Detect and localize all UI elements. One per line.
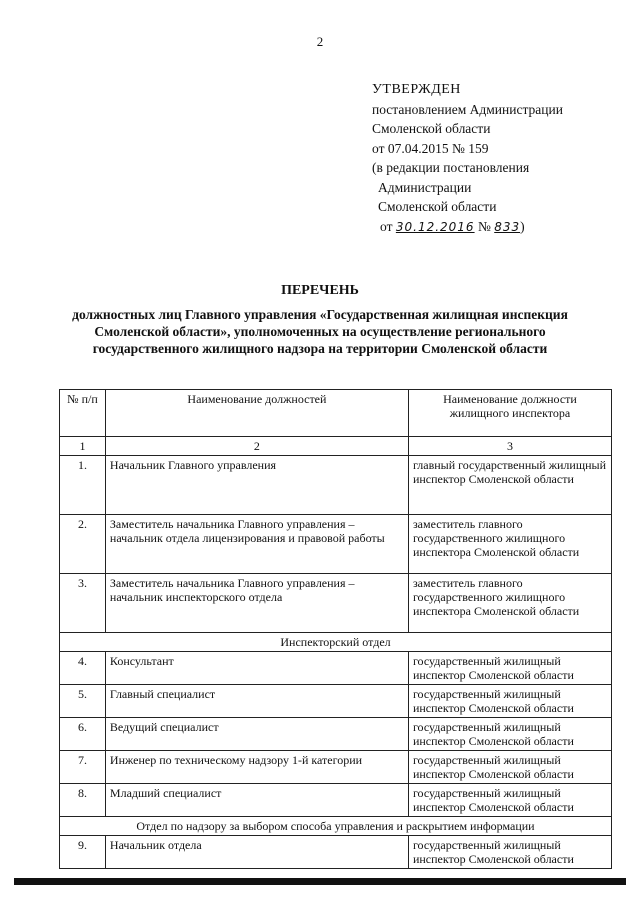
approval-line: (в редакции постановления bbox=[372, 160, 530, 175]
handwritten-date: 30.12.2016 bbox=[395, 219, 475, 234]
row-inspector: государственный жилищный инспектор Смоленской области bbox=[408, 652, 611, 685]
approval-line: Смоленской области bbox=[372, 121, 491, 136]
row-number: 9. bbox=[60, 836, 106, 869]
row-inspector: заместитель главного государственного жилищного инспектора Смоленской области bbox=[408, 574, 611, 633]
approval-line: постановлением Администрации bbox=[372, 101, 563, 117]
approval-date-prefix: от bbox=[380, 218, 393, 234]
row-position: Заместитель начальника Главного управления – начальник отдела лицензирования и правовой работы bbox=[105, 515, 408, 574]
row-number: 5. bbox=[60, 685, 106, 718]
table-header-row bbox=[60, 390, 612, 437]
column-number: 1 bbox=[60, 437, 106, 456]
approval-block bbox=[372, 80, 563, 237]
section-row bbox=[60, 817, 612, 836]
page-number: 2 bbox=[316, 34, 324, 49]
column-number: 2 bbox=[105, 437, 408, 456]
scan-edge-bar bbox=[14, 878, 626, 885]
table-row bbox=[60, 784, 612, 817]
number-sign: № bbox=[477, 218, 491, 234]
table-row bbox=[60, 718, 612, 751]
row-position: Начальник отдела bbox=[105, 836, 408, 869]
row-inspector: государственный жилищный инспектор Смоленской области bbox=[408, 784, 611, 817]
document-title: ПЕРЕЧЕНЬ bbox=[281, 283, 359, 298]
table-row bbox=[60, 685, 612, 718]
table-row bbox=[60, 515, 612, 574]
row-inspector: государственный жилищный инспектор Смоленской области bbox=[408, 685, 611, 718]
row-number: 8. bbox=[60, 784, 106, 817]
column-number: 3 bbox=[408, 437, 611, 456]
section-inspection: Инспекторский отдел bbox=[60, 633, 612, 652]
header-inspector: Наименование должности жилищного инспектора bbox=[408, 390, 611, 437]
row-inspector: государственный жилищный инспектор Смоленской области bbox=[408, 718, 611, 751]
row-number: 6. bbox=[60, 718, 106, 751]
approval-line: от 07.04.2015 № 159 bbox=[372, 140, 489, 156]
section-supervision: Отдел по надзору за выбором способа управления и раскрытием информации bbox=[60, 817, 612, 836]
header-number: № п/п bbox=[60, 390, 106, 437]
row-inspector: заместитель главного государственного жилищного инспектора Смоленской области bbox=[408, 515, 611, 574]
row-number: 7. bbox=[60, 751, 106, 784]
approval-line: Смоленской области bbox=[378, 199, 497, 214]
positions-table bbox=[59, 389, 612, 869]
row-number: 3. bbox=[60, 574, 106, 633]
table-row bbox=[60, 652, 612, 685]
row-position: Инженер по техническому надзору 1-й категории bbox=[105, 751, 408, 784]
row-position: Заместитель начальника Главного управления – начальник инспекторского отдела bbox=[105, 574, 408, 633]
row-inspector: государственный жилищный инспектор Смоленской области bbox=[408, 836, 611, 869]
document-subtitle: должностных лиц Главного управления «Государственная жилищная инспекция Смоленской области», уполномоченных на осуществление регионального государственного жилищного надзора на территории Смоленской области bbox=[72, 307, 568, 356]
row-position: Начальник Главного управления bbox=[105, 456, 408, 515]
row-position: Консультант bbox=[105, 652, 408, 685]
row-number: 4. bbox=[60, 652, 106, 685]
row-inspector: главный государственный жилищный инспектор Смоленской области bbox=[408, 456, 611, 515]
row-inspector: государственный жилищный инспектор Смоленской области bbox=[408, 751, 611, 784]
closing-paren: ) bbox=[520, 218, 525, 234]
row-position: Главный специалист bbox=[105, 685, 408, 718]
column-number-row bbox=[60, 437, 612, 456]
table-row bbox=[60, 751, 612, 784]
approval-line: Администрации bbox=[378, 179, 472, 195]
approval-date-line bbox=[372, 217, 563, 238]
table-row bbox=[60, 574, 612, 633]
table-row bbox=[60, 456, 612, 515]
row-number: 1. bbox=[60, 456, 106, 515]
section-row bbox=[60, 633, 612, 652]
handwritten-number: 833 bbox=[494, 219, 521, 234]
row-position: Ведущий специалист bbox=[105, 718, 408, 751]
table-row bbox=[60, 836, 612, 869]
row-number: 2. bbox=[60, 515, 106, 574]
row-position: Младший специалист bbox=[105, 784, 408, 817]
approval-heading: УТВЕРЖДЕН bbox=[372, 82, 461, 97]
header-positions: Наименование должностей bbox=[105, 390, 408, 437]
